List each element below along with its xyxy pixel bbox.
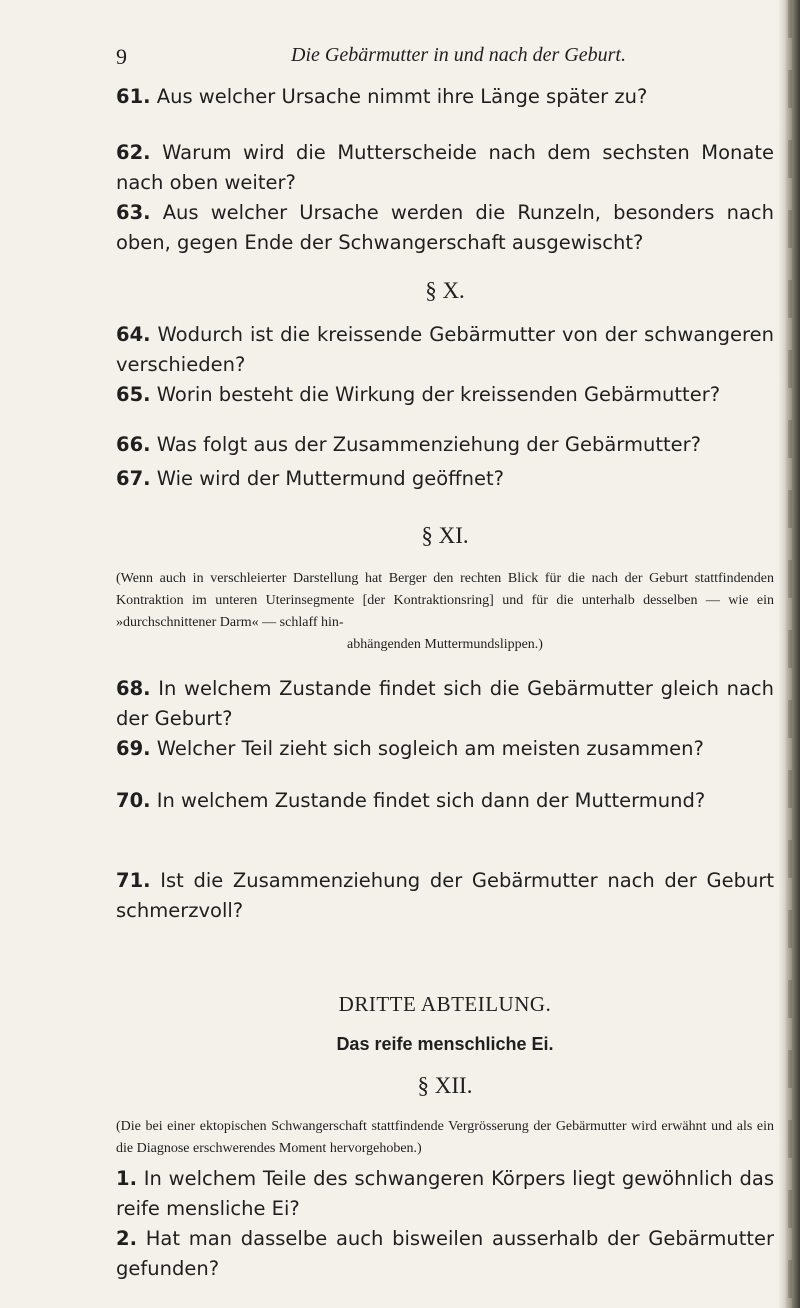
running-header — [116, 44, 656, 74]
note-text: (Die bei einer ektopischen Schwangerschaft stattfindende Vergrösserung der Gebärmutter wird erwähnt und als ein die Diagnose erschwerendes Moment hervorgehoben.) — [116, 1119, 774, 1156]
part-title: DRITTE ABTEILUNG. — [338, 992, 552, 1016]
question-text: Aus welcher Ursache werden die Runzeln, besonders nach oben, gegen Ende der Schwangerschaft ausgewischt? — [116, 201, 774, 254]
editorial-note-xii — [116, 1116, 774, 1160]
section-heading-xii: § XII. — [417, 1073, 473, 1098]
question-text: Aus welcher Ursache nimmt ihre Länge später zu? — [156, 85, 648, 108]
question-text: In welchem Zustande findet sich dann der Muttermund? — [156, 789, 706, 812]
question-text: Wie wird der Muttermund geöffnet? — [156, 467, 504, 490]
question-67 — [116, 464, 774, 494]
question-number: 62. — [116, 141, 151, 164]
question-number: 2. — [116, 1227, 137, 1250]
question-number: 63. — [116, 201, 151, 224]
editorial-note-xi — [116, 568, 774, 656]
question-61 — [116, 82, 774, 112]
question-text: Warum wird die Mutterscheide nach dem sechsten Monate nach oben weiter? — [116, 141, 774, 194]
question-text: Hat man dasselbe auch bisweilen ausserhalb der Gebärmutter gefunden? — [116, 1227, 774, 1280]
question-text: Wodurch ist die kreissende Gebärmutter von der schwangeren verschieden? — [116, 323, 774, 376]
question-66 — [116, 430, 774, 460]
question-text: Worin besteht die Wirkung der kreissenden Gebärmutter? — [156, 383, 721, 406]
page-edge-shadow — [788, 0, 792, 1308]
question-text: In welchem Zustande findet sich die Gebärmutter gleich nach der Geburt? — [116, 677, 774, 730]
question-71 — [116, 866, 774, 926]
question-number: 64. — [116, 323, 151, 346]
section-heading-x: § X. — [425, 278, 465, 303]
question-1 — [116, 1164, 774, 1224]
question-number: 65. — [116, 383, 151, 406]
question-number: 69. — [116, 737, 151, 760]
part-subtitle: Das reife menschliche Ei. — [336, 1034, 554, 1054]
question-2 — [116, 1224, 774, 1284]
question-text: Was folgt aus der Zusammenziehung der Gebärmutter? — [156, 433, 701, 456]
page-number: 9 — [116, 44, 127, 69]
question-62 — [116, 138, 774, 198]
question-69 — [116, 734, 774, 764]
question-number: 66. — [116, 433, 151, 456]
question-number: 70. — [116, 789, 151, 812]
running-title: Die Gebärmutter in und nach der Geburt. — [291, 44, 626, 66]
question-text: Ist die Zusammenziehung der Gebärmutter nach der Geburt schmerzvoll? — [116, 869, 774, 922]
question-number: 71. — [116, 869, 151, 892]
question-70 — [116, 786, 774, 816]
question-65 — [116, 380, 774, 410]
question-number: 61. — [116, 85, 151, 108]
note-text: (Wenn auch in verschleierter Darstellung hat Berger den rechten Blick für die nach der Geburt stattfindenden Kontraktion im unteren Uterinsegmente [der Kontraktionsring] und für die unterhalb desselben — wie ein »durchschnittener Darm« — schlaff hin- — [116, 571, 774, 630]
question-text: Welcher Teil zieht sich sogleich am meisten zusammen? — [156, 737, 704, 760]
question-text: In welchem Teile des schwangeren Körpers liegt gewöhnlich das reife mensliche Ei? — [116, 1167, 774, 1220]
question-68 — [116, 674, 774, 734]
question-number: 1. — [116, 1167, 137, 1190]
note-text-end: abhängenden Muttermundslippen.) — [347, 637, 543, 652]
section-heading-xi: § XI. — [421, 523, 469, 548]
question-number: 68. — [116, 677, 151, 700]
question-63 — [116, 198, 774, 258]
question-64 — [116, 320, 774, 380]
question-number: 67. — [116, 467, 151, 490]
